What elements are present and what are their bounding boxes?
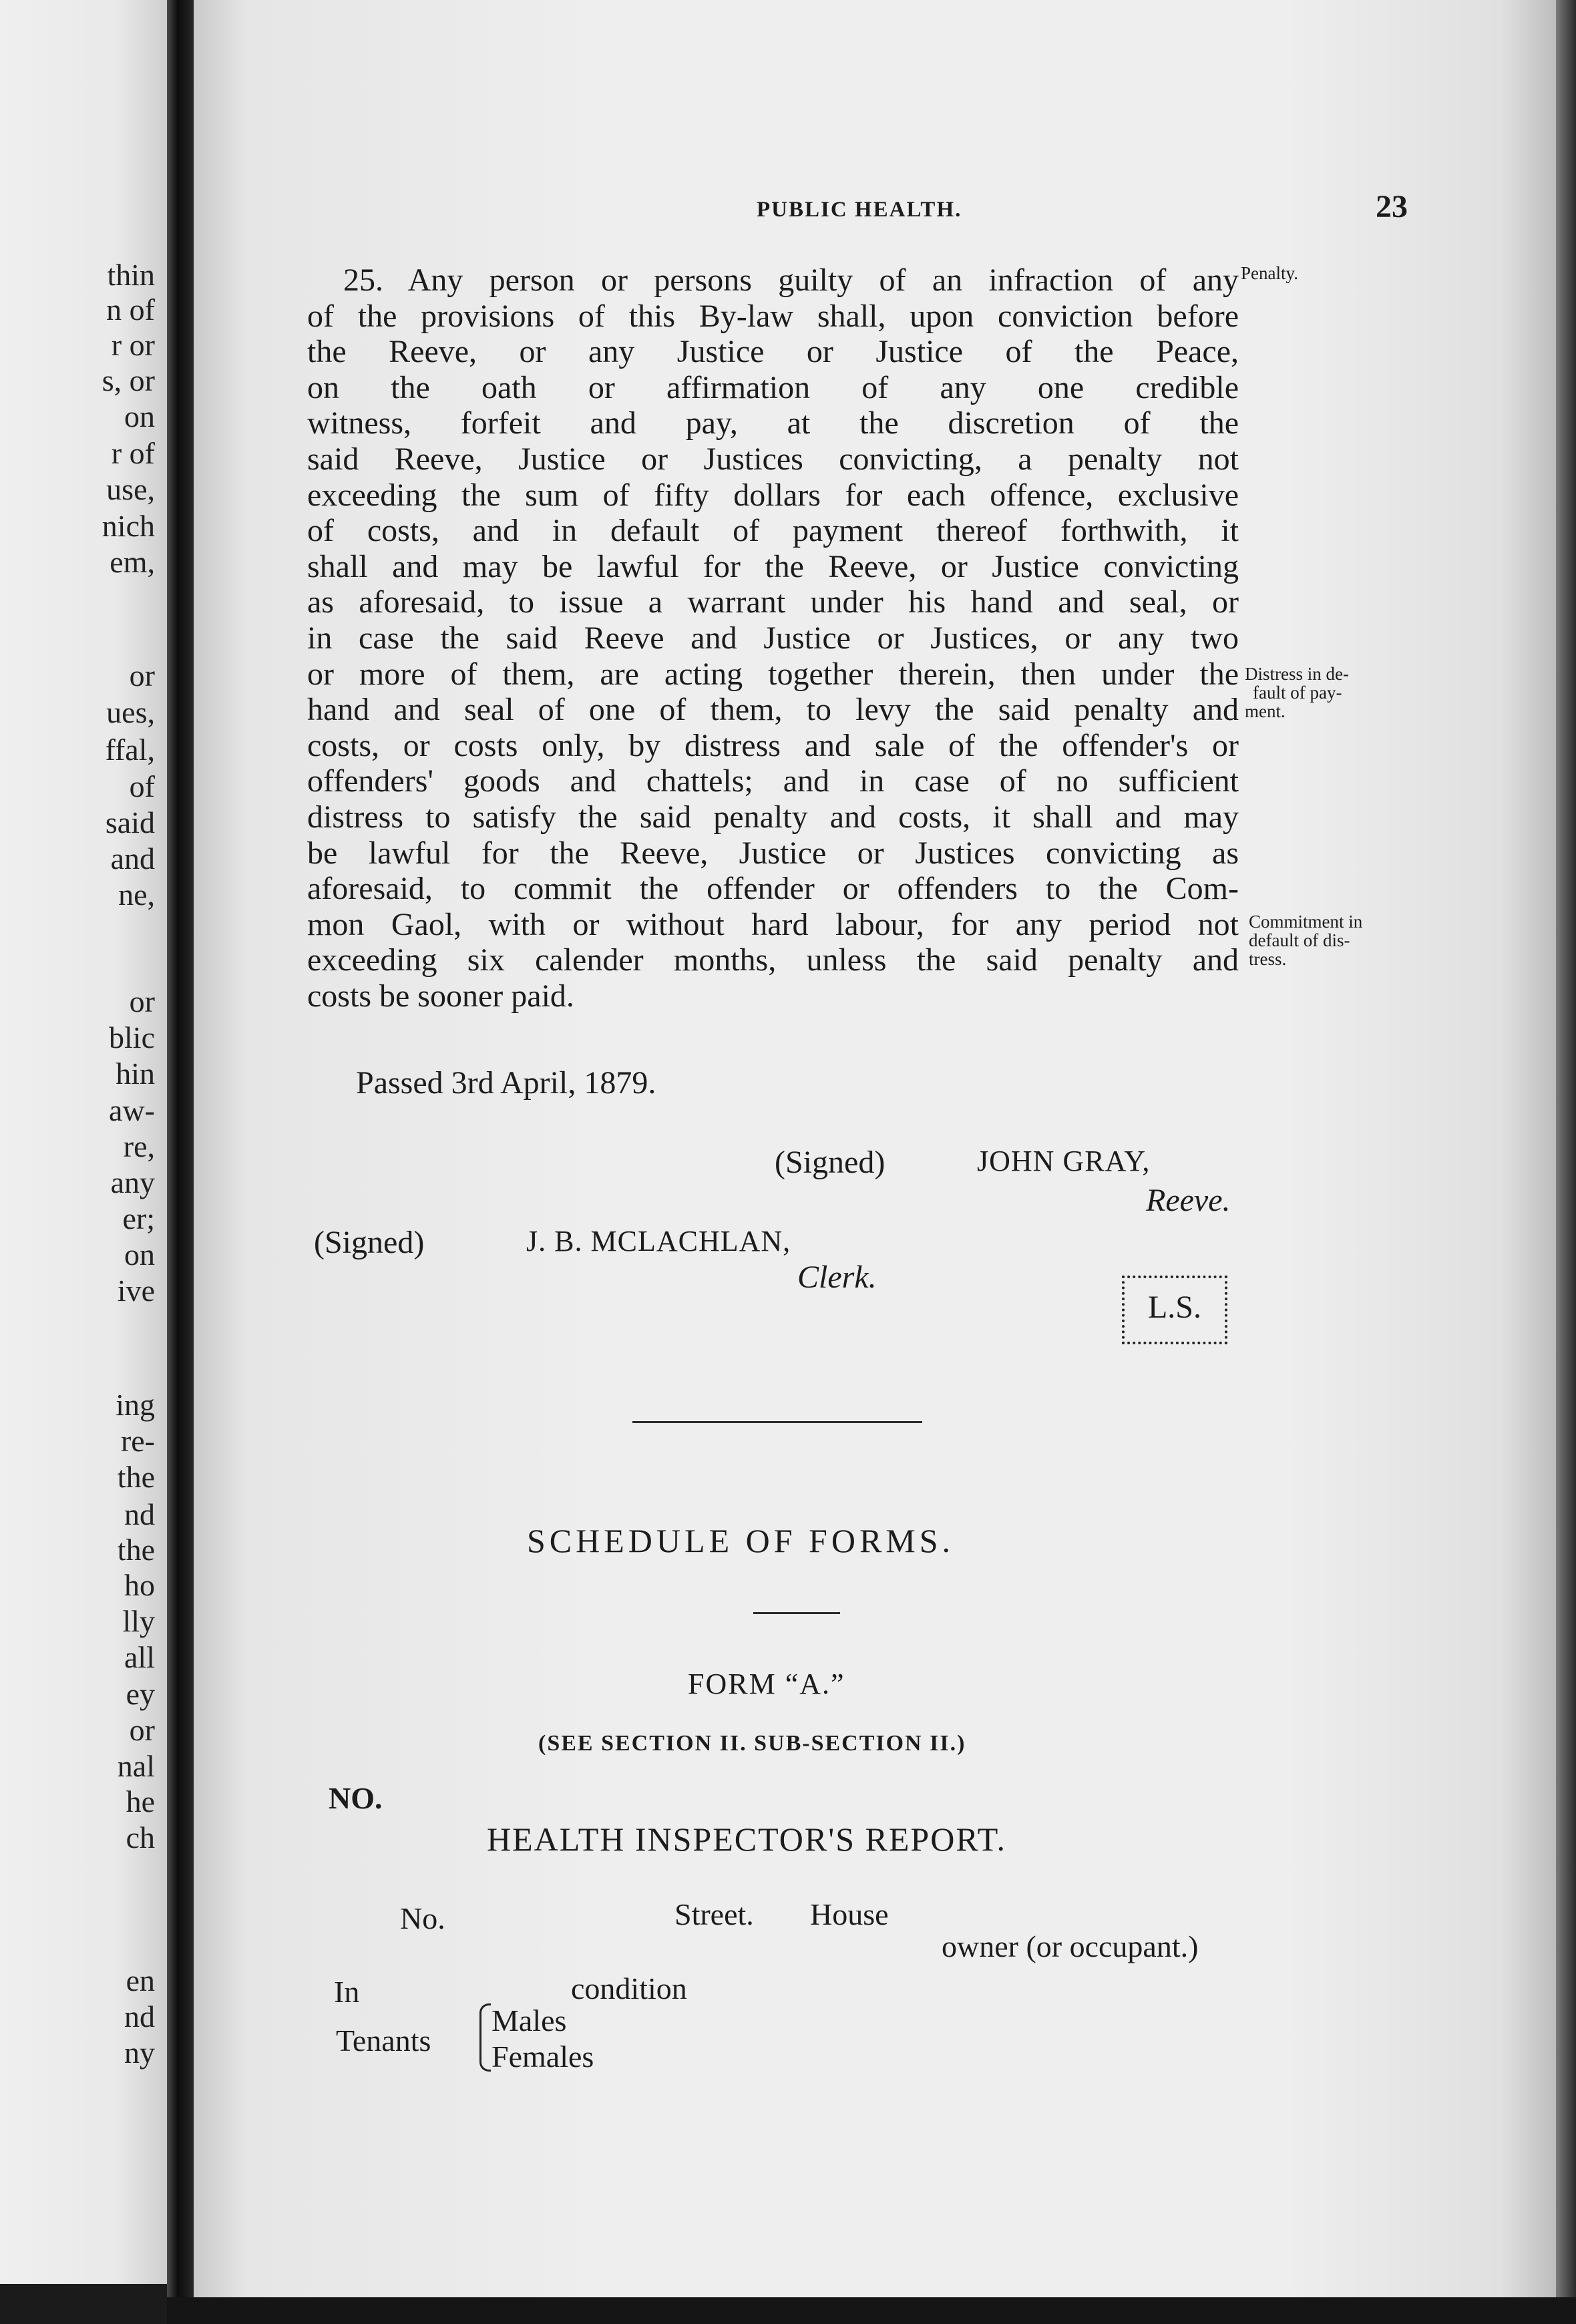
body-line: on the oath or affirmation of any one credible (307, 369, 1239, 405)
left-page-text-fragment: re- (120, 1424, 155, 1458)
seal-text: L.S. (1147, 1290, 1201, 1325)
owner-label: owner (or occupant.) (942, 1929, 1199, 1963)
tenants-label: Tenants (336, 2023, 431, 2058)
left-page-text-fragment: thin (107, 258, 155, 292)
left-page-text-fragment: he (126, 1784, 155, 1818)
left-page-text-fragment: nd (124, 1999, 155, 2034)
left-page-text-fragment: n of (106, 293, 155, 327)
schedule-title: SCHEDULE OF FORMS. (527, 1522, 955, 1559)
seal-box (1122, 1276, 1227, 1344)
side-note-distress (1245, 664, 1349, 721)
body-line: exceeding six calender months, unless the said penalty and (307, 942, 1239, 978)
left-page-text-fragment: all (124, 1640, 155, 1674)
left-page-text-fragment: ing (116, 1388, 155, 1422)
left-page-text-fragment: ny (124, 2036, 155, 2070)
side-note-line: ment. (1245, 701, 1286, 721)
body-line: of the provisions of this By-law shall, upon conviction before (307, 298, 1239, 334)
body-line: hand and seal of one of them, to levy the said penalty and (307, 692, 1239, 728)
left-page-text-fragment: nd (124, 1497, 155, 1531)
left-page-text-fragment: said (105, 805, 155, 839)
body-line: witness, forfeit and pay, at the discretion of the (307, 405, 1239, 441)
reeve-name: JOHN GRAY, (977, 1145, 1151, 1177)
body-line: costs, or costs only, by distress and sale of the offender's or (307, 727, 1239, 763)
side-note-line: default of dis- (1249, 930, 1350, 950)
form-number-label: NO. (329, 1781, 383, 1815)
males-label: Males (491, 2003, 567, 2038)
left-page-text-fragment: ffal, (105, 733, 155, 767)
page-edge-right (1556, 0, 1576, 2324)
left-page-text-fragment: or (129, 984, 155, 1018)
divider (632, 1421, 922, 1423)
clerk-name: J. B. MCLACHLAN, (526, 1225, 791, 1257)
body-line: offenders' goods and chattels; and in case of no sufficient (307, 763, 1239, 799)
left-page-text-fragment: r or (111, 328, 155, 362)
left-page-text-fragment: r of (111, 436, 155, 470)
book-gutter (167, 0, 194, 2324)
left-page-text-fragment: ive (117, 1274, 155, 1308)
left-page-text-fragment: the (117, 1533, 155, 1567)
page-edge-bottom (167, 2297, 1576, 2324)
body-line: shall and may be lawful for the Reeve, or Justice convicting (307, 548, 1239, 584)
side-note-line: Commitment in (1249, 912, 1363, 932)
left-page-text-fragment: or (129, 658, 155, 693)
body-line: the Reeve, or any Justice or Justice of the Peace, (307, 334, 1239, 370)
left-page-text-fragment: ne, (118, 878, 155, 912)
running-head: PUBLIC HEALTH. (757, 198, 962, 222)
clerk-title: Clerk. (797, 1260, 877, 1295)
section-25-text (307, 262, 1239, 1014)
body-line: or more of them, are acting together therein, then under the (307, 656, 1239, 692)
condition-label: condition (571, 1971, 687, 2005)
left-page-text-fragment: re, (123, 1129, 155, 1163)
brace (479, 2003, 491, 2072)
left-page-text-fragment: en (126, 1963, 155, 1997)
left-page-text-fragment: nal (117, 1749, 155, 1783)
body-line: distress to satisfy the said penalty and costs, it shall and may (307, 799, 1239, 835)
side-note-line: Penalty. (1241, 263, 1298, 283)
females-label: Females (491, 2040, 594, 2074)
left-page-text-fragment: hin (116, 1056, 155, 1091)
side-note-line: fault of pay- (1253, 683, 1342, 703)
left-page-text-fragment: on (124, 1237, 155, 1272)
body-line: costs be sooner paid. (307, 978, 574, 1014)
side-note-commitment (1249, 912, 1362, 968)
left-page-text-fragment: ho (124, 1568, 155, 1602)
left-page-text-fragment: lly (122, 1604, 155, 1638)
form-title: FORM “A.” (688, 1668, 845, 1700)
left-page-text-fragment: blic (109, 1020, 155, 1054)
body-line: in case the said Reeve and Justice or Justices, or any two (307, 620, 1239, 656)
left-page-text-fragment: ch (126, 1820, 155, 1855)
page-number: 23 (1376, 189, 1408, 224)
body-line: of costs, and in default of payment thereof forthwith, it (307, 513, 1239, 549)
side-note-penalty (1241, 264, 1298, 282)
street-label: Street. (674, 1897, 754, 1931)
body-line: be lawful for the Reeve, Justice or Justices convicting as (307, 835, 1239, 871)
left-page-text-fragment: on (124, 399, 155, 433)
body-line: exceeding the sum of fifty dollars for each offence, exclusive (307, 477, 1239, 513)
left-page-text-fragment: the (117, 1460, 155, 1494)
left-page-text-fragment: use, (106, 472, 155, 506)
left-page-text-fragment: of (129, 769, 155, 803)
left-page-text-fragment: s, or (102, 363, 155, 397)
body-line: aforesaid, to commit the offender or offenders to the Com- (307, 871, 1239, 907)
left-page-text-fragment: er; (122, 1201, 155, 1235)
in-label: In (334, 1975, 360, 2009)
signed-label: (Signed) (775, 1145, 885, 1180)
signed-label: (Signed) (314, 1225, 425, 1260)
left-page-text-fragment: or (129, 1713, 155, 1747)
body-line: as aforesaid, to issue a warrant under his hand and seal, or (307, 584, 1239, 620)
form-reference: (SEE SECTION II. SUB-SECTION II.) (538, 1731, 966, 1756)
body-line: mon Gaol, with or without hard labour, for any period not (307, 906, 1239, 942)
left-page-text-fragment: aw- (109, 1093, 155, 1127)
body-line: said Reeve, Justice or Justices convicting, a penalty not (307, 441, 1239, 477)
report-title: HEALTH INSPECTOR'S REPORT. (487, 1820, 1007, 1858)
left-page-text-fragment: and (110, 841, 155, 876)
passed-date: Passed 3rd April, 1879. (356, 1065, 656, 1101)
previous-page-edge (0, 0, 167, 2284)
left-page-text-fragment: nich (102, 509, 155, 543)
reeve-title: Reeve. (1146, 1183, 1231, 1218)
no-label: No. (400, 1901, 445, 1935)
body-line: 25. Any person or persons guilty of an infraction of any (343, 262, 1239, 298)
side-note-line: tress. (1249, 949, 1287, 969)
side-note-line: Distress in de- (1245, 664, 1349, 684)
left-page-text-fragment: ey (126, 1677, 155, 1711)
left-page-text-fragment: any (110, 1165, 155, 1199)
house-label: House (810, 1897, 889, 1931)
left-page-text-fragment: ues, (106, 695, 155, 729)
divider (753, 1612, 840, 1614)
left-page-text-fragment: em, (110, 545, 155, 579)
